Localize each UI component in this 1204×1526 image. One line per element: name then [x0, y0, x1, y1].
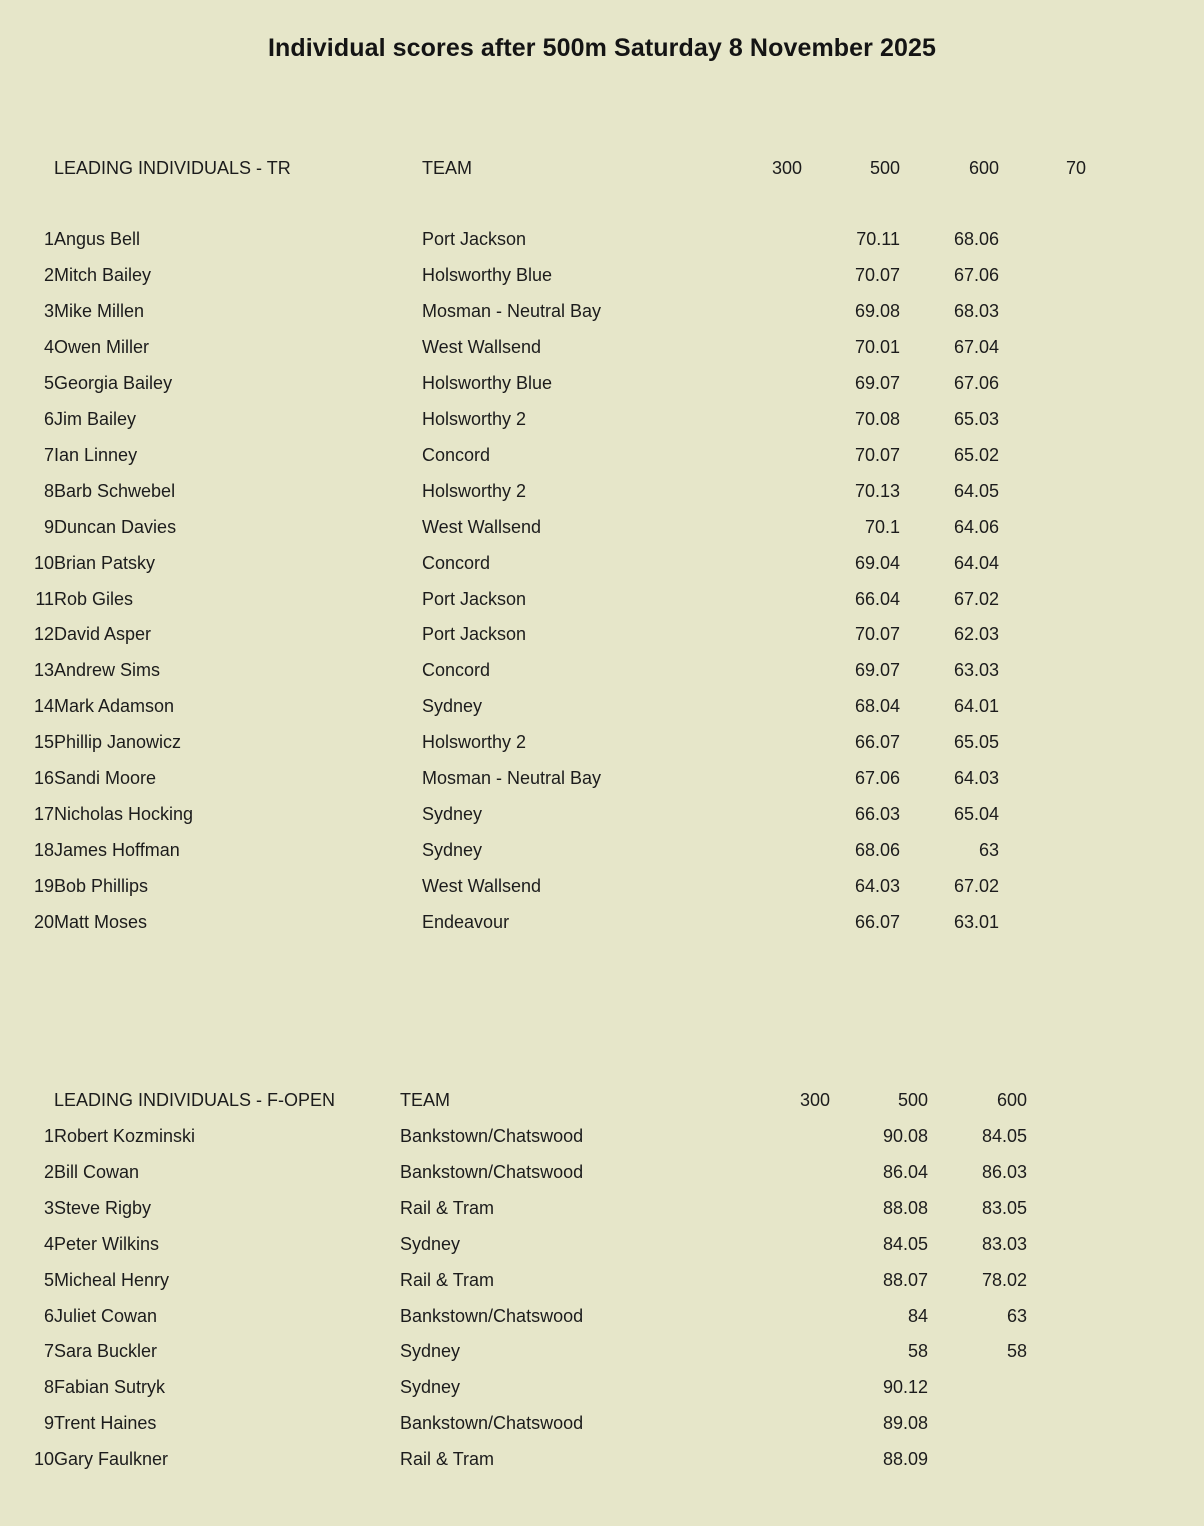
row-score-600: 64.05	[953, 480, 999, 501]
row-name: Jim Bailey	[54, 408, 137, 429]
row-team: Sydney	[400, 1233, 461, 1254]
row-rank: 18	[33, 840, 54, 861]
row-team: Bankstown/Chatswood	[400, 1413, 584, 1434]
row-score-500: 70.1	[864, 516, 900, 537]
table-row	[0, 695, 1080, 731]
row-rank: 12	[33, 624, 54, 645]
row-name: Mitch Bailey	[54, 264, 152, 285]
row-score-600: 65.05	[953, 732, 999, 753]
table-row	[0, 1305, 1080, 1341]
table-row	[0, 588, 1080, 624]
tr-header-row	[0, 157, 1087, 193]
row-name: Owen Miller	[54, 336, 150, 357]
row-rank: 2	[43, 1161, 54, 1182]
row-score-500: 66.07	[854, 732, 900, 753]
table-row	[0, 1412, 1080, 1448]
row-name: Robert Kozminski	[54, 1126, 196, 1146]
row-score-500: 88.08	[882, 1197, 928, 1218]
row-name: Gary Faulkner	[54, 1449, 169, 1470]
row-name: Trent Haines	[54, 1413, 157, 1434]
table-row	[0, 875, 1080, 911]
row-rank: 10	[33, 552, 54, 573]
row-score-600: 67.06	[953, 372, 999, 393]
row-team: Mosman - Neutral Bay	[422, 300, 602, 321]
row-score-500: 70.01	[854, 336, 900, 357]
row-score-500: 64.03	[854, 876, 900, 897]
row-rank: 9	[43, 1413, 54, 1434]
row-score-500: 66.03	[854, 804, 900, 825]
fopen-header-name: LEADING INDIVIDUALS - F-OPEN	[54, 1090, 336, 1110]
row-score-600: 84.05	[981, 1126, 1027, 1146]
table-row	[0, 1340, 1080, 1376]
row-name: Micheal Henry	[54, 1269, 170, 1290]
row-score-600: 78.02	[981, 1269, 1027, 1290]
row-team: Concord	[422, 444, 491, 465]
row-name: Sandi Moore	[54, 768, 157, 789]
table-row	[0, 731, 1080, 767]
row-name: Mike Millen	[54, 300, 145, 321]
row-score-500: 88.09	[882, 1449, 928, 1470]
row-score-500: 70.08	[854, 408, 900, 429]
row-score-600: 67.06	[953, 264, 999, 285]
row-score-500: 69.04	[854, 552, 900, 573]
table-row	[0, 623, 1080, 659]
tr-header-300: 300	[771, 158, 802, 178]
row-score-500: 69.08	[854, 300, 900, 321]
row-team: Bankstown/Chatswood	[400, 1126, 584, 1146]
row-score-500: 70.07	[854, 264, 900, 285]
row-name: Sara Buckler	[54, 1341, 158, 1362]
row-score-600: 67.04	[953, 336, 999, 357]
table-row	[0, 264, 1080, 300]
row-rank: 16	[33, 768, 54, 789]
row-name: Fabian Sutryk	[54, 1377, 166, 1398]
row-score-600: 67.02	[953, 588, 999, 609]
row-score-600: 68.06	[953, 229, 999, 249]
row-score-500: 90.08	[882, 1126, 928, 1146]
row-name: Barb Schwebel	[54, 480, 176, 501]
table-row	[0, 372, 1080, 408]
table-row	[0, 1269, 1080, 1305]
row-team: Concord	[422, 660, 491, 681]
row-rank: 10	[33, 1449, 54, 1470]
row-score-600: 64.06	[953, 516, 999, 537]
tr-header-700: 70	[1066, 158, 1087, 178]
row-name: Duncan Davies	[54, 516, 177, 537]
row-rank: 17	[33, 804, 54, 825]
row-team: Port Jackson	[422, 624, 527, 645]
row-score-600: 64.01	[953, 696, 999, 717]
row-rank: 4	[43, 1233, 54, 1254]
row-rank: 7	[43, 1341, 54, 1362]
row-name: Nicholas Hocking	[54, 804, 194, 825]
row-name: Steve Rigby	[54, 1197, 152, 1218]
row-name: James Hoffman	[54, 840, 180, 861]
row-rank: 14	[33, 696, 54, 717]
row-name: Matt Moses	[54, 912, 148, 933]
row-name: David Asper	[54, 624, 152, 645]
table-row	[0, 552, 1080, 588]
row-team: Endeavour	[422, 912, 510, 933]
table-row	[0, 659, 1080, 695]
row-name: Rob Giles	[54, 588, 134, 609]
row-rank: 6	[43, 1305, 54, 1326]
row-team: Rail & Tram	[400, 1197, 495, 1218]
row-team: Holsworthy 2	[422, 480, 527, 501]
row-team: Sydney	[422, 696, 483, 717]
row-team: Sydney	[422, 804, 483, 825]
row-score-600: 65.04	[953, 804, 999, 825]
row-name: Peter Wilkins	[54, 1233, 160, 1254]
row-score-600: 63	[1006, 1305, 1027, 1326]
row-score-500: 84.05	[882, 1233, 928, 1254]
table-row	[0, 408, 1080, 444]
row-score-500: 69.07	[854, 660, 900, 681]
table-row	[0, 444, 1080, 480]
row-rank: 13	[33, 660, 54, 681]
row-team: Bankstown/Chatswood	[400, 1305, 584, 1326]
row-score-500: 89.08	[882, 1413, 928, 1434]
row-rank: 3	[43, 300, 54, 321]
row-name: Phillip Janowicz	[54, 732, 182, 753]
row-rank: 4	[43, 336, 54, 357]
table-row	[0, 336, 1080, 372]
row-rank: 8	[43, 480, 54, 501]
row-team: West Wallsend	[422, 336, 542, 357]
row-score-600: 62.03	[953, 624, 999, 645]
row-score-500: 84	[907, 1305, 928, 1326]
row-score-500: 67.06	[854, 768, 900, 789]
row-name: Ian Linney	[54, 444, 138, 465]
row-team: Rail & Tram	[400, 1449, 495, 1470]
row-score-600: 83.05	[981, 1197, 1027, 1218]
row-score-600: 63	[978, 840, 999, 861]
row-team: Rail & Tram	[400, 1269, 495, 1290]
row-name: Bill Cowan	[54, 1161, 140, 1182]
row-name: Mark Adamson	[54, 696, 175, 717]
row-rank: 6	[43, 408, 54, 429]
row-rank: 9	[43, 516, 54, 537]
row-team: Mosman - Neutral Bay	[422, 768, 602, 789]
fopen-header-600: 600	[996, 1090, 1027, 1110]
row-team: West Wallsend	[422, 516, 542, 537]
row-rank: 2	[43, 264, 54, 285]
row-team: Sydney	[422, 840, 483, 861]
row-name: Andrew Sims	[54, 660, 161, 681]
row-score-500: 70.13	[854, 480, 900, 501]
row-rank: 15	[33, 732, 54, 753]
table-row	[0, 839, 1080, 875]
tr-header-name: LEADING INDIVIDUALS - TR	[54, 158, 291, 178]
row-score-500: 88.07	[882, 1269, 928, 1290]
row-team: West Wallsend	[422, 876, 542, 897]
row-name: Angus Bell	[54, 229, 141, 249]
row-score-500: 90.12	[882, 1377, 928, 1398]
row-name: Brian Patsky	[54, 552, 156, 573]
row-score-600: 63.03	[953, 660, 999, 681]
row-score-600: 68.03	[953, 300, 999, 321]
row-score-600: 67.02	[953, 876, 999, 897]
row-team: Bankstown/Chatswood	[400, 1161, 584, 1182]
table-row	[0, 1197, 1080, 1233]
table-row	[0, 1448, 1080, 1484]
tr-header-500: 500	[869, 158, 900, 178]
row-score-500: 86.04	[882, 1161, 928, 1182]
row-score-500: 69.07	[854, 372, 900, 393]
tr-header-team: TEAM	[422, 158, 473, 178]
row-score-500: 70.11	[856, 229, 900, 249]
row-rank: 7	[43, 444, 54, 465]
row-rank: 11	[35, 588, 54, 609]
row-rank: 5	[43, 372, 54, 393]
row-rank: 1	[43, 229, 54, 249]
row-team: Holsworthy Blue	[422, 372, 553, 393]
row-team: Concord	[422, 552, 491, 573]
table-row	[0, 228, 1080, 264]
row-rank: 20	[33, 912, 54, 933]
row-rank: 19	[33, 876, 54, 897]
table-row	[0, 516, 1080, 552]
row-team: Port Jackson	[422, 229, 527, 249]
tr-header-600: 600	[968, 158, 999, 178]
row-team: Port Jackson	[422, 588, 527, 609]
row-team: Sydney	[400, 1341, 461, 1362]
row-score-600: 83.03	[981, 1233, 1027, 1254]
table-row	[0, 803, 1080, 839]
row-score-600: 65.03	[953, 408, 999, 429]
row-team: Holsworthy 2	[422, 732, 527, 753]
row-score-500: 68.04	[854, 696, 900, 717]
fopen-header-team: TEAM	[400, 1090, 451, 1110]
row-score-500: 66.07	[854, 912, 900, 933]
row-score-500: 68.06	[854, 840, 900, 861]
row-name: Bob Phillips	[54, 876, 149, 897]
page-title: Individual scores after 500m Saturday 8 November 2025	[267, 34, 937, 62]
row-score-500: 70.07	[854, 624, 900, 645]
row-score-600: 63.01	[953, 912, 999, 933]
row-score-600: 65.02	[953, 444, 999, 465]
row-rank: 5	[43, 1269, 54, 1290]
table-row	[0, 767, 1080, 803]
row-rank: 3	[43, 1197, 54, 1218]
row-team: Holsworthy Blue	[422, 264, 553, 285]
row-score-600: 64.03	[953, 768, 999, 789]
table-row	[0, 1161, 1080, 1197]
table-row	[0, 1376, 1080, 1412]
row-score-600: 58	[1006, 1341, 1027, 1362]
table-row	[0, 480, 1080, 516]
row-score-600: 86.03	[981, 1161, 1027, 1182]
row-score-500: 66.04	[854, 588, 900, 609]
row-rank: 1	[43, 1126, 54, 1146]
table-row	[0, 911, 1080, 947]
table-row	[0, 1233, 1080, 1269]
row-score-500: 70.07	[854, 444, 900, 465]
row-name: Georgia Bailey	[54, 372, 173, 393]
row-rank: 8	[43, 1377, 54, 1398]
fopen-header-300: 300	[799, 1090, 830, 1110]
table-row	[0, 300, 1080, 336]
fopen-header-row	[0, 1089, 1080, 1125]
row-team: Sydney	[400, 1377, 461, 1398]
fopen-header-500: 500	[897, 1090, 928, 1110]
row-name: Juliet Cowan	[54, 1305, 158, 1326]
table-row	[0, 1125, 1080, 1161]
row-score-600: 64.04	[953, 552, 999, 573]
row-team: Holsworthy 2	[422, 408, 527, 429]
row-score-500: 58	[907, 1341, 928, 1362]
